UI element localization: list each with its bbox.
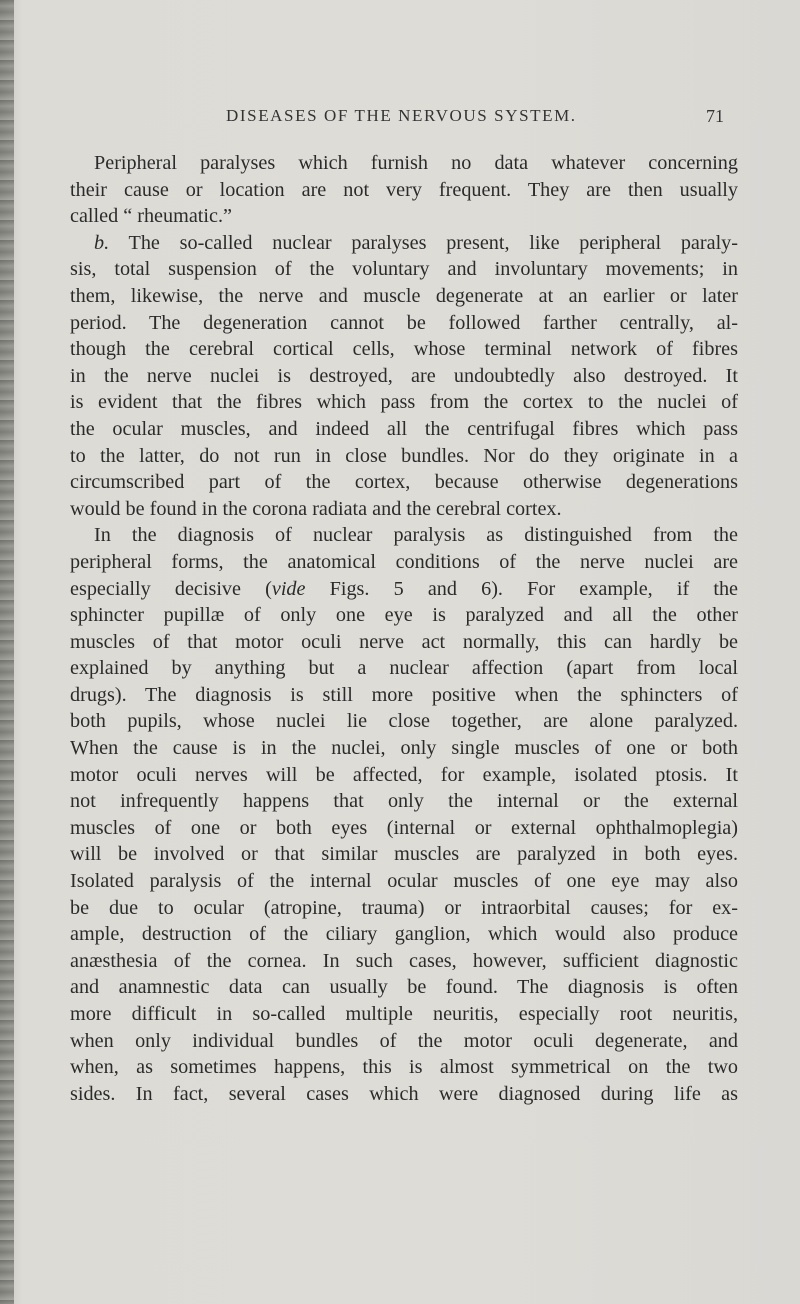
- text-line: explained by anything but a nuclear affection (apart from local: [70, 657, 738, 680]
- text-line: peripheral forms, the anatomical conditions of the nerve nuclei are: [70, 550, 738, 573]
- text-line: though the cerebral cortical cells, whose terminal network of fibres: [70, 338, 738, 361]
- text-line: when only individual bundles of the motor oculi degenerate, and: [70, 1029, 738, 1052]
- text-line: circumscribed part of the cortex, because otherwise degenerations: [70, 471, 738, 494]
- text-line: when, as sometimes happens, this is almost symmetrical on the two: [70, 1056, 738, 1079]
- text-line: would be found in the corona radiata and the cerebral cortex.: [70, 497, 562, 520]
- text-line: drugs). The diagnosis is still more positive when the sphincters of: [70, 683, 738, 706]
- text-line: called “ rheumatic.”: [70, 205, 232, 228]
- text-line: their cause or location are not very frequent. They are then usually: [70, 178, 738, 201]
- text-line: b. The so-called nuclear paralyses present, like peripheral paraly-: [94, 231, 738, 254]
- text-line: When the cause is in the nuclei, only single muscles of one or both: [70, 737, 738, 760]
- text-line: be due to ocular (atropine, trauma) or intraorbital causes; for ex-: [70, 896, 738, 919]
- text-line: and anamnestic data can usually be found. The diagnosis is often: [70, 976, 738, 999]
- text-line: the ocular muscles, and indeed all the centrifugal fibres which pass: [70, 417, 738, 440]
- text-line: period. The degeneration cannot be followed farther centrally, al-: [70, 311, 738, 334]
- page-header: [0, 106, 800, 136]
- text-line: In the diagnosis of nuclear paralysis as distinguished from the: [94, 524, 738, 547]
- text-line: anæsthesia of the cornea. In such cases, however, sufficient diagnostic: [70, 949, 738, 972]
- text-line: will be involved or that similar muscles are paralyzed in both eyes.: [70, 843, 738, 866]
- text-line: not infrequently happens that only the internal or the external: [70, 790, 738, 813]
- text-line: Peripheral paralyses which furnish no data whatever concerning: [94, 152, 738, 174]
- text-line: muscles of one or both eyes (internal or external ophthalmoplegia): [70, 816, 738, 839]
- text-line: sis, total suspension of the voluntary and involuntary movements; in: [70, 258, 738, 281]
- body-text: [70, 150, 738, 1107]
- text-line: in the nerve nuclei is destroyed, are undoubtedly also destroyed. It: [70, 364, 738, 387]
- running-head: DISEASES OF THE NERVOUS SYSTEM.: [226, 106, 577, 125]
- page-binding-edge: [0, 0, 14, 1304]
- text-line: sphincter pupillæ of only one eye is paralyzed and all the other: [70, 604, 738, 627]
- page-number: 71: [706, 106, 724, 126]
- text-line: both pupils, whose nuclei lie close together, are alone paralyzed.: [70, 710, 738, 733]
- text-line: ample, destruction of the ciliary ganglion, which would also produce: [70, 923, 738, 946]
- text-line: to the latter, do not run in close bundles. Nor do they originate in a: [70, 444, 738, 467]
- text-line: motor oculi nerves will be affected, for example, isolated ptosis. It: [70, 763, 738, 786]
- text-line: them, likewise, the nerve and muscle degenerate at an earlier or later: [70, 284, 738, 307]
- text-line: especially decisive (vide Figs. 5 and 6). For example, if the: [70, 577, 738, 600]
- text-line: more difficult in so-called multiple neuritis, especially root neuritis,: [70, 1003, 738, 1025]
- text-line: is evident that the fibres which pass from the cortex to the nuclei of: [70, 391, 738, 414]
- text-line: Isolated paralysis of the internal ocular muscles of one eye may also: [70, 870, 738, 893]
- text-line: sides. In fact, several cases which were diagnosed during life as: [70, 1082, 738, 1105]
- text-line: muscles of that motor oculi nerve act normally, this can hardly be: [70, 630, 738, 653]
